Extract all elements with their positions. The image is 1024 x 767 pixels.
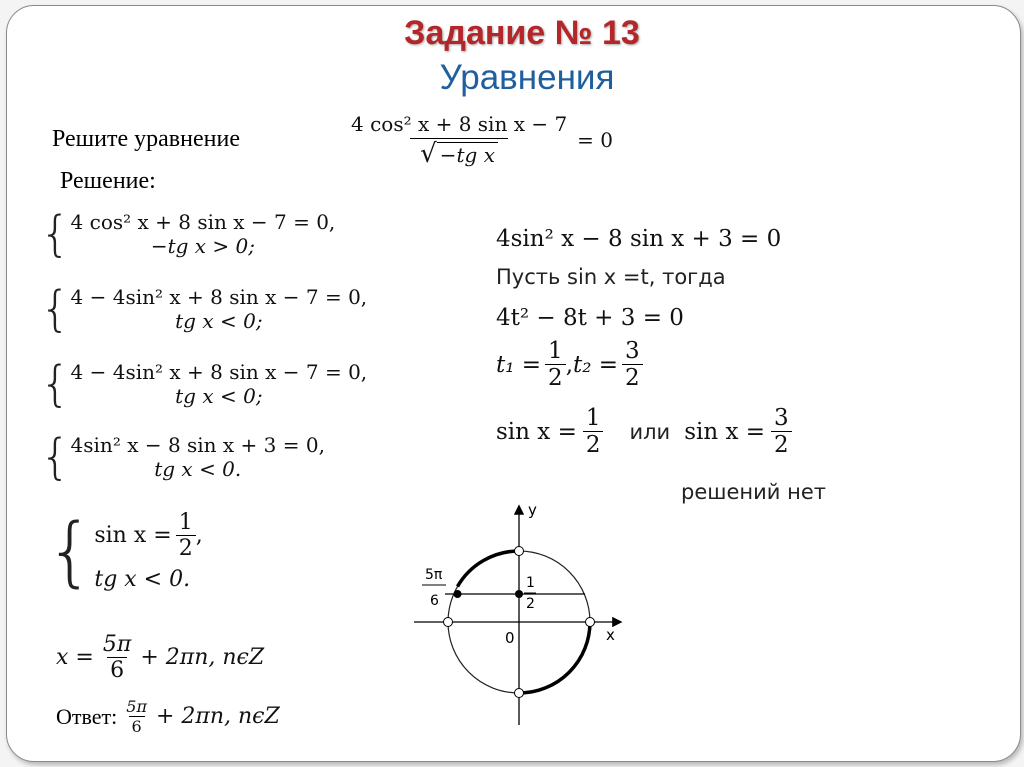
x-axis-label: x (606, 626, 615, 644)
or-word: или (629, 419, 671, 444)
right-eq2: 4t² − 8t + 3 = 0 (496, 305, 684, 331)
answer-label: Ответ: (56, 703, 118, 729)
general-solution-num: 5π (102, 632, 132, 657)
substitution-text: Пусть sin x =t, тогда (496, 265, 726, 289)
final-system-lhs: sin x = (94, 523, 172, 548)
general-solution-den: 6 (107, 657, 127, 683)
general-solution-tail: + 2πn, nϵZ (140, 645, 265, 670)
final-system-tail: , (195, 523, 203, 548)
sin-num-1: 1 (585, 405, 601, 431)
root-t2-den: 2 (622, 364, 643, 391)
general-solution-lhs: x = (56, 645, 94, 670)
final-system-num: 1 (178, 510, 193, 535)
system-2-line-1: 4 − 4sin² x + 8 sin x − 7 = 0, (70, 285, 368, 309)
root-t2-label: t₂ = (573, 351, 619, 378)
page-title: Задание № 13 (404, 14, 640, 52)
final-system-den: 2 (176, 535, 196, 561)
root-t1-label: t₁ = (496, 351, 542, 378)
final-system-line-2: tg x < 0. (94, 567, 191, 592)
root-t2-num: 3 (625, 338, 640, 364)
solution-label: Решение: (60, 168, 156, 194)
answer-num: 5π (126, 697, 147, 716)
system-4-line-1: 4sin² x − 8 sin x + 3 = 0, (70, 433, 325, 457)
system-4-line-2: tg x < 0. (154, 457, 242, 481)
angle-label-num: 5π (425, 567, 443, 583)
point-right (586, 618, 595, 627)
equation-numerator: 4 cos² x + 8 sin x − 7 (351, 112, 568, 136)
answer-den: 6 (129, 716, 145, 736)
system-3: { 4 − 4sin² x + 8 sin x − 7 = 0, tg x < 0; (40, 356, 368, 412)
equation-rhs: = 0 (577, 127, 614, 152)
system-3-line-2: tg x < 0; (175, 384, 263, 408)
equation-denominator: −tg x (437, 142, 498, 167)
highlight-arc-lower (519, 622, 590, 693)
sin-den-2: 2 (771, 431, 792, 458)
system-1: { 4 cos² x + 8 sin x − 7 = 0, −tg x > 0; (40, 206, 336, 262)
point-bottom (515, 689, 524, 698)
sin-den-1: 2 (583, 431, 604, 458)
point-top (515, 547, 524, 556)
system-2-line-2: tg x < 0; (175, 309, 263, 333)
half-label-den: 2 (526, 596, 535, 612)
sin-num-2: 3 (774, 405, 789, 431)
sin-lhs-1: sin x = (496, 418, 577, 445)
point-left (444, 618, 453, 627)
system-2: { 4 − 4sin² x + 8 sin x − 7 = 0, tg x < 0; (40, 281, 368, 337)
system-1-line-1: 4 cos² x + 8 sin x − 7 = 0, (70, 210, 336, 234)
unit-circle-diagram (410, 495, 635, 730)
angle-label-den: 6 (430, 593, 439, 609)
point-half (515, 590, 523, 598)
answer-tail: + 2πn, nϵZ (155, 704, 280, 729)
task-prompt: Решите уравнение (52, 126, 240, 152)
system-1-line-2: −tg x > 0; (150, 234, 255, 258)
right-eq1: 4sin² x − 8 sin x + 3 = 0 (496, 226, 782, 252)
origin-label: 0 (505, 629, 515, 647)
root-t1-den: 2 (545, 364, 566, 391)
half-label-num: 1 (526, 575, 535, 591)
general-solution (56, 632, 264, 683)
system-4: { 4sin² x − 8 sin x + 3 = 0, tg x < 0. (40, 429, 325, 485)
y-axis-label: y (528, 501, 537, 519)
task-equation: 4 cos² x + 8 sin x − 7 √ −tg x = 0 (351, 112, 614, 169)
sin-line (496, 405, 792, 458)
answer (56, 697, 280, 736)
roots-line (496, 338, 643, 391)
roots-separator: , (565, 351, 573, 378)
highlight-arc-upper (458, 551, 520, 587)
no-solutions-text: решений нет (681, 480, 826, 504)
system-3-line-1: 4 − 4sin² x + 8 sin x − 7 = 0, (70, 360, 368, 384)
page-subtitle: Уравнения (439, 58, 615, 97)
point-5pi6 (454, 590, 462, 598)
root-t1-num: 1 (548, 338, 563, 364)
sin-lhs-2: sin x = (684, 418, 766, 445)
final-system: { sin x = $\frac{1}{2}$ , tg x < 0. (46, 506, 203, 595)
